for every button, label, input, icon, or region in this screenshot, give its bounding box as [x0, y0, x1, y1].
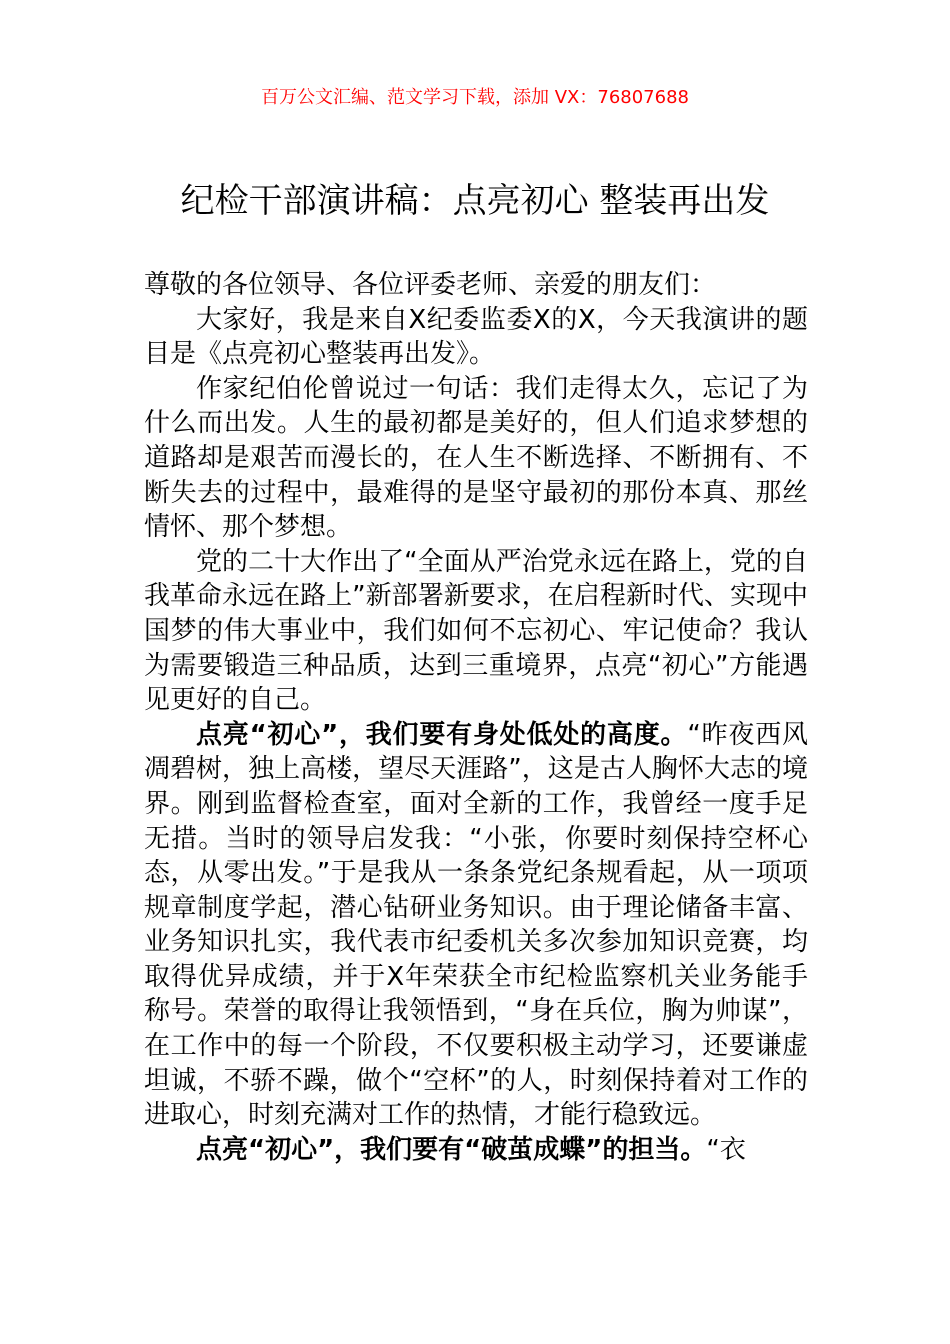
paragraph-2	[144, 372, 808, 545]
paragraph-3	[144, 545, 808, 718]
paragraph-4-text: “昨夜西风凋碧树，独上高楼，望尽天涯路”，这是古人胸怀大志的境界。刚到监督检查室，面对全新的工作，我曾经一度手足无措。当时的领导启发我：“小张，你要时刻保持空杯心态，从零出发。”于是我从一条条党纪条规看起，从一项项规章制度学起，潜心钻研业务知识。由于理论储备丰富、业务知识扎实，我代表市纪委机关多次参加知识竞赛，均取得优异成绩，并于X年荣获全市纪检监察机关业务能手称号。荣誉的取得让我领悟到，“身在兵位，胸为帅谋”，在工作中的每一个阶段，不仅要积极主动学习，还要谦虚坦诚，不骄不躁，做个“空杯”的人，时刻保持着对工作的进取心，时刻充满对工作的热情，才能行稳致远。	[144, 719, 808, 1131]
header-note: 百万公文汇编、范文学习下载，添加 VX：76807688	[261, 87, 689, 108]
paragraph-4-lead: 点亮“初心”，我们要有身处低处的高度。	[196, 719, 688, 750]
paragraph-1	[144, 303, 808, 372]
paragraph-4	[144, 718, 808, 1133]
document-body	[144, 268, 808, 1167]
paragraph-5-lead: 点亮“初心”，我们要有“破茧成蝶”的担当。	[196, 1134, 707, 1165]
paragraph-5	[144, 1133, 808, 1168]
paragraph-2-text: 作家纪伯伦曾说过一句话：我们走得太久，忘记了为什么而出发。人生的最初都是美好的，但人们追求梦想的道路却是艰苦而漫长的，在人生不断选择、不断拥有、不断失去的过程中，最难得的是坚守最初的那份本真、那丝情怀、那个梦想。	[144, 373, 808, 543]
paragraph-5-text: “衣	[706, 1134, 746, 1165]
paragraph-1-text: 大家好，我是来自X纪委监委X的X，今天我演讲的题目是《点亮初心整装再出发》。	[144, 304, 808, 370]
document-title: 纪检干部演讲稿：点亮初心 整装再出发	[180, 181, 770, 221]
paragraph-3-text: 党的二十大作出了“全面从严治党永远在路上，党的自我革命永远在路上”新部署新要求，在启程新时代、实现中国梦的伟大事业中，我们如何不忘初心、牢记使命？我认为需要锻造三种品质，达到三重境界，点亮“初心”方能遇见更好的自己。	[144, 546, 808, 716]
salutation: 尊敬的各位领导、各位评委老师、亲爱的朋友们：	[144, 270, 717, 300]
